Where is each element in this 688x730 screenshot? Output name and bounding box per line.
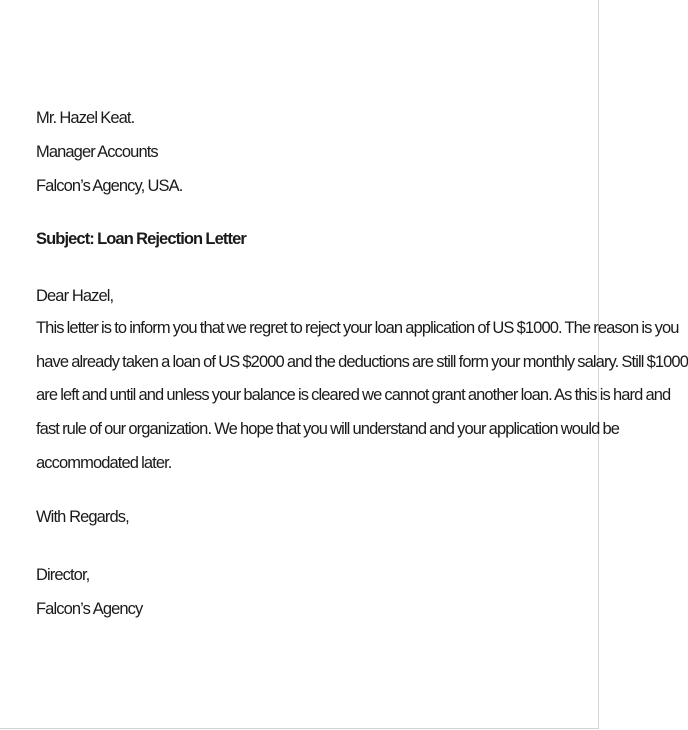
- salutation: Dear Hazel,: [36, 287, 114, 305]
- body-line: fast rule of our organization. We hope that you will understand and your application would be: [36, 420, 620, 439]
- closing: With Regards,: [36, 508, 129, 526]
- signer-company: Falcon’s Agency: [36, 600, 143, 618]
- recipient-company: Falcon’s Agency, USA.: [36, 177, 183, 195]
- recipient-name: Mr. Hazel Keat.: [36, 109, 135, 127]
- recipient-title: Manager Accounts: [36, 143, 158, 161]
- body-line: are left and until and unless your balance is cleared we cannot grant another loan. As this is hard and: [36, 386, 671, 405]
- signature-block: [36, 558, 142, 626]
- body-line: have already taken a loan of US $2000 and the deductions are still form your monthly salary. Still $1000: [36, 352, 688, 371]
- body-line: accommodated later.: [36, 453, 172, 472]
- recipient-address: [36, 101, 556, 203]
- letter-body: [36, 312, 688, 481]
- signer-title: Director,: [36, 566, 90, 584]
- body-line: This letter is to inform you that we regret to reject your loan application of US $1000. The reason is you: [36, 319, 679, 337]
- subject-line: Subject: Loan Rejection Letter: [36, 230, 246, 248]
